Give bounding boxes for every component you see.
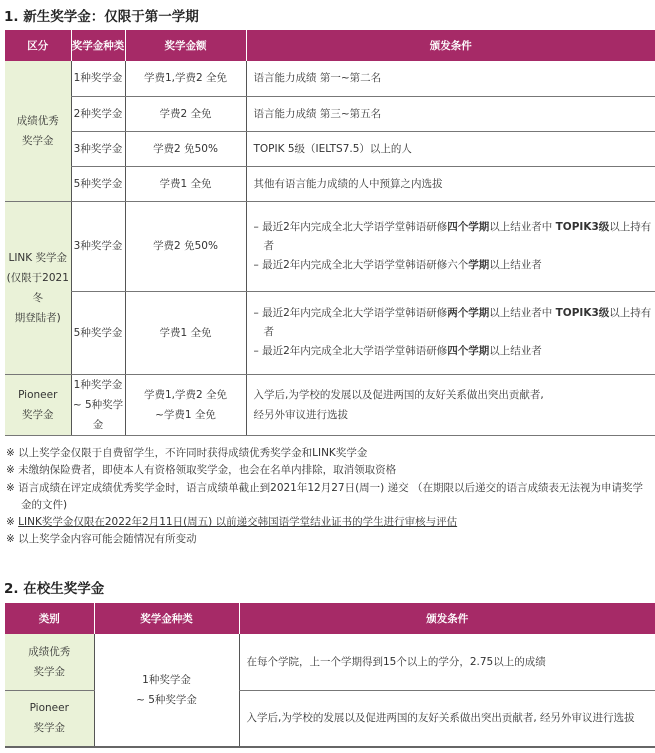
type-cell: 1种奖学金 ~ 5种奖学金 [94, 634, 239, 747]
type-cell: 5种奖学金 [71, 291, 125, 374]
amount-cell: 学费1 全免 [125, 166, 246, 201]
header-type: 奖学金种类 [71, 30, 125, 61]
notes-list [6, 445, 651, 549]
amount-cell: 学费2 免50% [125, 131, 246, 166]
condition-cell: 入学后,为学校的发展以及促进两国的友好关系做出突出贡献者, 经另外审议进行选拔 [246, 374, 655, 435]
category-merit [5, 61, 71, 201]
category-pioneer: Pioneer 奖学金 [5, 690, 94, 747]
type-cell: 5种奖学金 [71, 166, 125, 201]
amount-cell: 学费1,学费2 全免 [125, 61, 246, 96]
condition-cell: TOPIK 5级（IELTS7.5）以上的人 [246, 131, 655, 166]
section1-title: 1. 新生奖学金：仅限于第一学期 [4, 9, 199, 25]
table-row [5, 374, 655, 435]
current-student-scholarship-table [5, 603, 655, 748]
table-header [5, 603, 655, 634]
condition-cell: 其他有语言能力成绩的人中预算之内选拔 [246, 166, 655, 201]
table-row [5, 634, 655, 690]
table-row [5, 96, 655, 131]
table-row [5, 166, 655, 201]
note-item: ※ 语言成绩在评定成绩优秀奖学金时，语言成绩单截止到2021年12月27日(周一) 递交 （在期限以后递交的语言成绩表无法视为申请奖学金的文件) [6, 481, 643, 511]
header-condition: 颁发条件 [246, 30, 655, 61]
condition-cell [246, 201, 655, 291]
type-cell: 3种奖学金 [71, 201, 125, 291]
type-cell: 1种奖学金 [71, 61, 125, 96]
category-line: 成绩优秀 [16, 114, 59, 127]
note-item: ※ 未缴纳保险费者，即使本人有资格领取奖学金，也会在名单内排除，取消领取资格 [6, 464, 397, 477]
table-row [5, 131, 655, 166]
condition-cell: 入学后,为学校的发展以及促进两国的友好关系做出突出贡献者, 经另外审议进行选拔 [239, 690, 655, 747]
header-category: 类别 [5, 603, 94, 634]
category-line: LINK 奖学金 [8, 251, 68, 264]
category-line: (仅限于2021冬 [6, 271, 69, 304]
amount-cell: 学费1,学费2 全免 ~学费1 全免 [125, 374, 246, 435]
header-category: 区分 [5, 30, 71, 61]
table-row [5, 291, 655, 374]
amount-cell: 学费2 全免 [125, 96, 246, 131]
category-line: 奖学金 [22, 408, 54, 421]
condition-bullet: – 最近2年内完成全北大学语学堂韩语研修六个学期以上结业者 [253, 258, 542, 271]
category-line: Pioneer [18, 388, 58, 401]
header-amount: 奖学金额 [125, 30, 246, 61]
condition-bullet: – 最近2年内完成全北大学语学堂韩语研修四个学期以上结业者中 TOPIK3级以上持有者 [253, 220, 652, 252]
condition-bullet: – 最近2年内完成全北大学语学堂韩语研修四个学期以上结业者 [253, 345, 542, 357]
category-link [5, 201, 71, 374]
amount-cell: 学费2 免50% [125, 201, 246, 291]
table-row [5, 201, 655, 291]
note-item: ※ LINK奖学金仅限在2022年2月11日(周五) 以前递交韩国语学堂结业证书的学生进行审核与评估 [6, 516, 458, 529]
amount-cell: 学费1 全免 [125, 291, 246, 374]
section2-title: 2. 在校生奖学金 [4, 581, 105, 597]
condition-bullet: – 最近2年内完成全北大学语学堂韩语研修两个学期以上结业者中 TOPIK3级以上持有者 [253, 307, 652, 338]
category-line: 奖学金 [22, 134, 54, 147]
type-cell: 3种奖学金 [71, 131, 125, 166]
table-header [5, 30, 655, 61]
category-merit: 成绩优秀 奖学金 [5, 634, 94, 690]
condition-cell: 语言能力成绩 第一~第二名 [246, 61, 655, 96]
category-line: 期登陆者) [14, 311, 61, 324]
header-type: 奖学金种类 [94, 603, 239, 634]
note-item: ※ 以上奖学金内容可能会随情况有所变动 [6, 533, 197, 546]
table-row [5, 61, 655, 96]
note-item: ※ 以上奖学金仅限于自费留学生，不许同时获得成绩优秀奖学金和LINK奖学金 [6, 447, 368, 459]
header-condition: 颁发条件 [239, 603, 655, 634]
type-cell: 2种奖学金 [71, 96, 125, 131]
category-pioneer [5, 374, 71, 435]
condition-cell: 在每个学院，上一个学期得到15个以上的学分，2.75以上的成绩 [239, 634, 655, 690]
condition-cell: 语言能力成绩 第三~第五名 [246, 96, 655, 131]
condition-cell [246, 291, 655, 374]
type-cell: 1种奖学金 ~ 5种奖学金 [71, 374, 125, 435]
freshman-scholarship-table [5, 30, 655, 436]
